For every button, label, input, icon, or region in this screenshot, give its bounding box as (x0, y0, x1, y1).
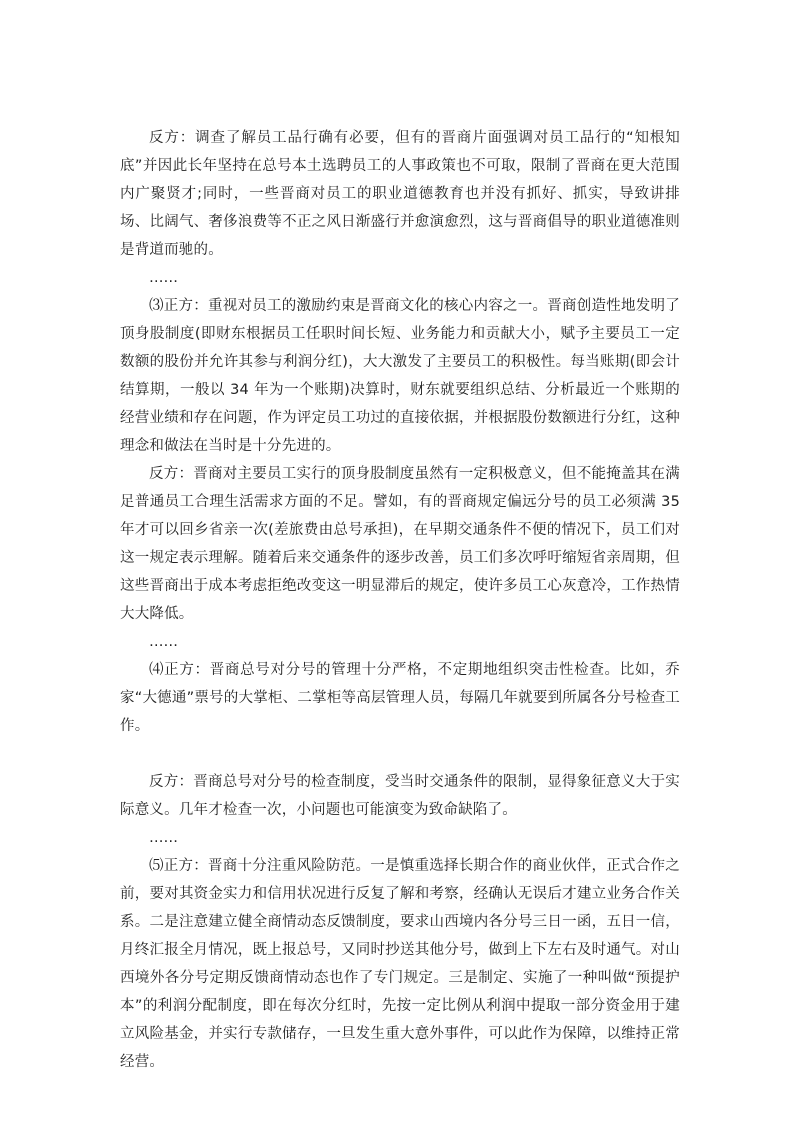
ellipsis-1: …… (149, 270, 178, 286)
paragraph-pro-view-5: ⑸正方：晋商十分注重风险防范。一是慎重选择长期合作的商业伙伴，正式合作之前，要对其资金实力和信用状况进行反复了解和考察，经确认无误后才建立业务合作关系。二是注意建立健全商情动态反馈制度，要求山西境内各分号三日一函，五日一信，月终汇报全月情况，既上报总号，又同时抄送其他分号，做到上下左右及时通气。对山西境外各分号定期反馈商情动态也作了专门规定。三是制定、实施了一种叫做“预提护本”的利润分配制度，即在每次分红时，先按一定比例从利润中提取一部分资金用于建立风险基金，并实行专款储存，一旦发生重大意外事件，可以此作为保障，以维持正常经营。 (120, 858, 680, 1070)
paragraph-counter-view-1: 反方：调查了解员工品行确有必要，但有的晋商片面强调对员工品行的“知根知底”并因此长年坚持在总号本土选聘员工的人事政策也不可取，限制了晋商在更大范围内广聚贤才;同时，一些晋商对员工的职业道德教育也并没有抓好、抓实，导致讲排场、比阔气、奢侈浪费等不正之风日渐盛行并愈演愈烈，这与晋商倡导的职业道德准则是背道而驰的。 (120, 130, 680, 258)
document-body (120, 124, 680, 1076)
paragraph-counter-view-3: 反方：晋商对主要员工实行的顶身股制度虽然有一定积极意义，但不能掩盖其在满足普通员工合理生活需求方面的不足。譬如，有的晋商规定偏远分号的员工必须满 35 年才可以回乡省亲一次(差旅费由总号承担)，在早期交通条件不便的情况下，员工们对这一规定表示理解。随着后来交通条件的逐步改善，员工们多次呼吁缩短省亲周期，但这些晋商出于成本考虑拒绝改变这一明显滞后的规定，使许多员工心灰意冷，工作热情大大降低。 (120, 466, 680, 622)
paragraph-pro-view-3: ⑶正方：重视对员工的激励约束是晋商文化的核心内容之一。晋商创造性地发明了顶身股制度(即财东根据员工任职时间长短、业务能力和贡献大小，赋予主要员工一定数额的股份并允许其参与利润分红)，大大激发了主要员工的积极性。每当账期(即会计结算期，一般以 34 年为一个账期)决算时，财东就要组织总结、分析最近一个账期的经营业绩和存在问题，作为评定员工功过的直接依据，并根据股份数额进行分红，这种理念和做法在当时是十分先进的。 (120, 298, 680, 454)
blank-line (120, 740, 680, 768)
paragraph-pro-view-4: ⑷正方：晋商总号对分号的管理十分严格，不定期地组织突击性检查。比如，乔家“大德通”票号的大掌柜、二掌柜等高层管理人员，每隔几年就要到所属各分号检查工作。 (120, 662, 680, 734)
ellipsis-2: …… (149, 634, 178, 650)
paragraph-counter-view-4: 反方：晋商总号对分号的检查制度，受当时交通条件的限制，显得象征意义大于实际意义。几年才检查一次，小问题也可能演变为致命缺陷了。 (120, 774, 680, 818)
ellipsis-3: …… (149, 830, 178, 846)
